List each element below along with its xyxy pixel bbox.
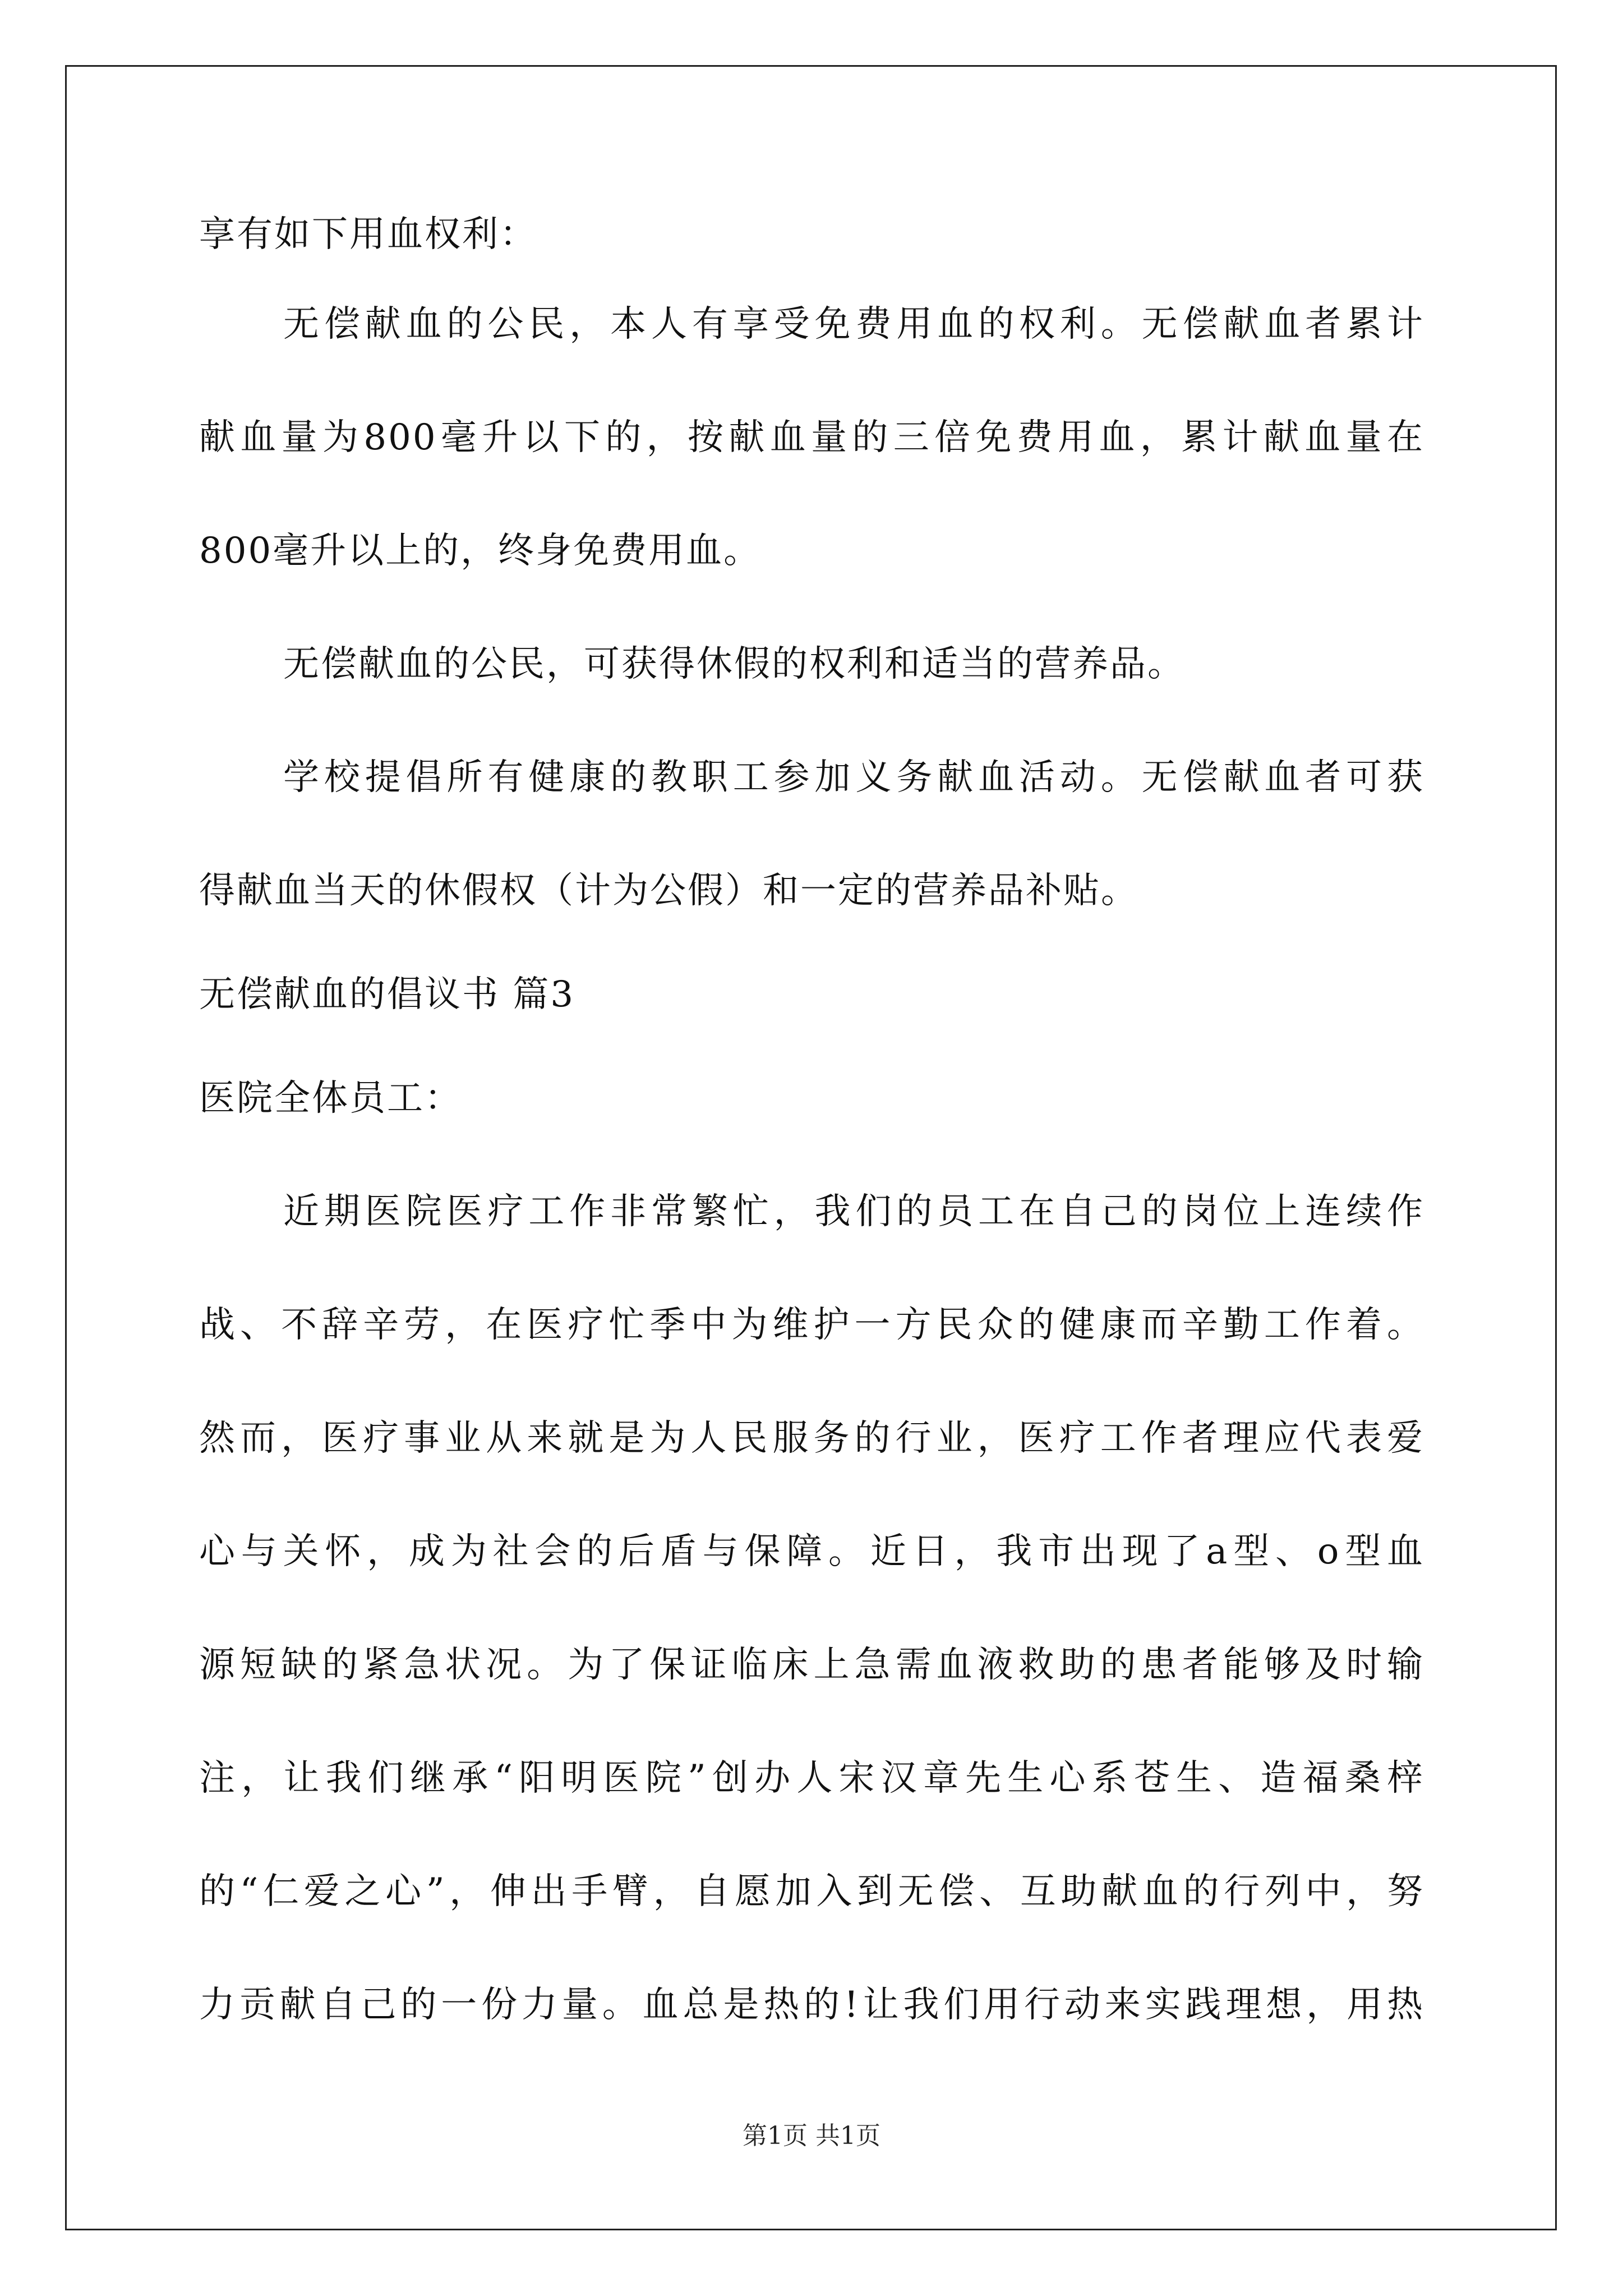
text-line: 战、不辞辛劳，在医疗忙季中为维护一方民众的健康而辛勤工作着。 [199, 1304, 1424, 1346]
text-line: 享有如下用血权利： [199, 214, 537, 255]
text-line: 献血量为800毫升以下的，按献血量的三倍免费用血，累计献血量在 [199, 417, 1424, 458]
section-heading: 无偿献血的倡议书 篇3 [199, 974, 575, 1015]
text-line: 注，让我们继承“阳明医院”创办人宋汉章先生心系苍生、造福桑梓 [199, 1757, 1424, 1799]
text-line: 无偿献血的公民，本人有享受免费用血的权利。无偿献血者累计 [283, 303, 1424, 345]
page-footer: 第1页 共1页 [743, 2122, 880, 2150]
text-line: 800毫升以上的，终身免费用血。 [199, 530, 762, 572]
text-line: 心与关怀，成为社会的后盾与保障。近日，我市出现了a型、o型血 [199, 1531, 1424, 1572]
text-line: 近期医院医疗工作非常繁忙，我们的员工在自己的岗位上连续作 [283, 1191, 1424, 1232]
text-line: 无偿献血的公民，可获得休假的权利和适当的营养品。 [283, 643, 1185, 685]
text-line: 源短缺的紧急状况。为了保证临床上急需血液救助的患者能够及时输 [199, 1644, 1424, 1686]
text-line: 力贡献自己的一份力量。血总是热的!让我们用行动来实践理想，用热 [199, 1984, 1424, 2026]
text-line: 然而，医疗事业从来就是为人民服务的行业，医疗工作者理应代表爱 [199, 1418, 1424, 1459]
text-line: 得献血当天的休假权（计为公假）和一定的营养品补贴。 [199, 870, 1138, 912]
salutation: 医院全体员工： [199, 1078, 462, 1119]
text-line: 的“仁爱之心”，伸出手臂，自愿加入到无偿、互助献血的行列中，努 [199, 1871, 1424, 1912]
text-line: 学校提倡所有健康的教职工参加义务献血活动。无偿献血者可获 [283, 757, 1424, 798]
